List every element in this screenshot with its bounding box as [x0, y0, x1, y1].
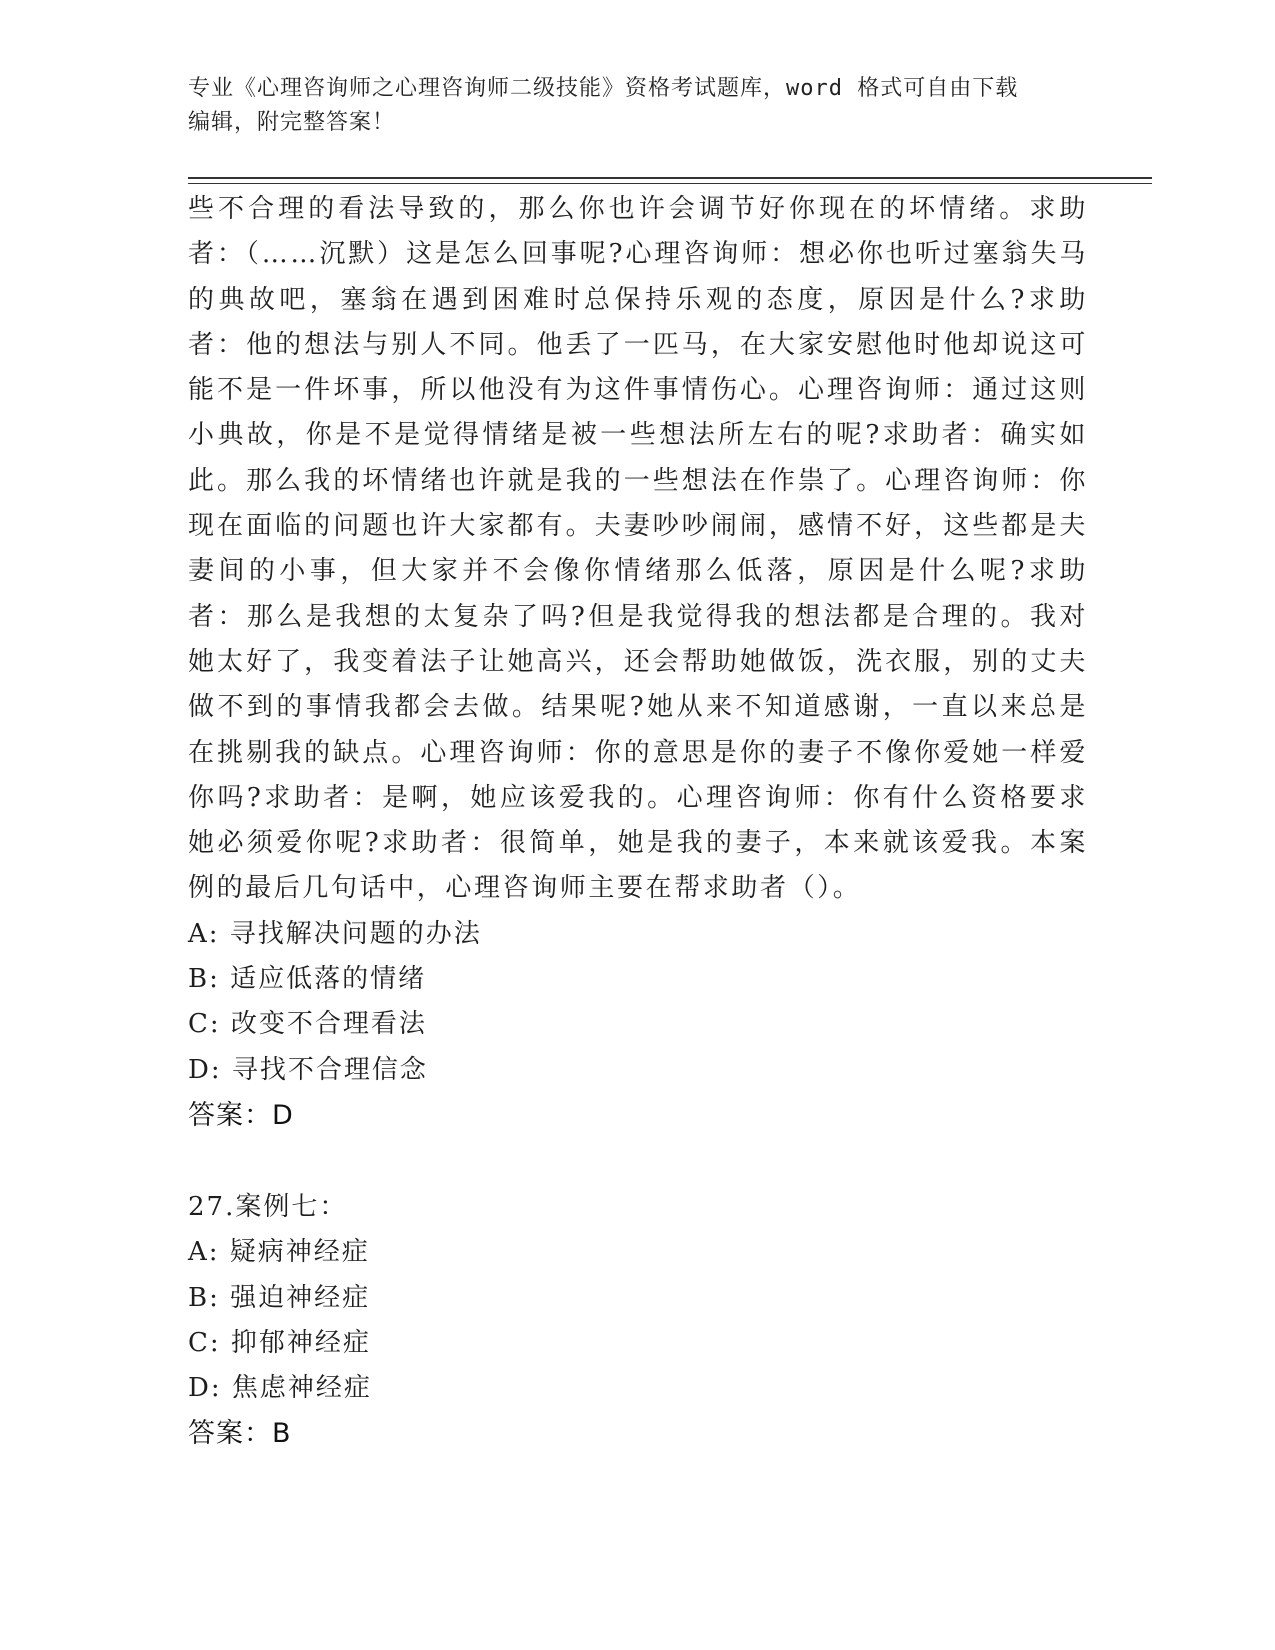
option-a: A: 疑病神经症 [188, 1237, 370, 1268]
header-line-1: 专业《心理咨询师之心理咨询师二级技能》资格考试题库，word 格式可自由下载 [188, 76, 1019, 101]
document-header [188, 72, 1088, 140]
header-rule-thin [188, 183, 1152, 184]
option-d: D: 焦虑神经症 [188, 1373, 372, 1404]
document-body [188, 187, 1088, 1457]
option-c: C: 抑郁神经症 [188, 1327, 371, 1358]
question-stem: 些不合理的看法导致的，那么你也许会调节好你现在的坏情绪。求助者：（……沉默）这是怎么回事呢?心理咨询师：想必你也听过塞翁失马的典故吧，塞翁在遇到困难时总保持乐观的态度，原因是什么?求助者：他的想法与别人不同。他丢了一匹马，在大家安慰他时他却说这可能不是一件坏事，所以他没有为这件事情伤心。心理咨询师：通过这则小典故，你是不是觉得情绪是被一些想法所左右的呢?求助者：确实如此。那么我的坏情绪也许就是我的一些想法在作祟了。心理咨询师：你现在面临的问题也许大家都有。夫妻吵吵闹闹，感情不好，这些都是夫妻间的小事，但大家并不会像你情绪那么低落，原因是什么呢?求助者：那么是我想的太复杂了吗?但是我觉得我的想法都是合理的。我对她太好了，我变着法子让她高兴，还会帮助她做饭，洗衣服，别的丈夫做不到的事情我都会去做。结果呢?她从来不知道感谢，一直以来总是在挑剔我的缺点。心理咨询师：你的意思是你的妻子不像你爱她一样爱你吗?求助者：是啊，她应该爱我的。心理咨询师：你有什么资格要求她必须爱你呢?求助者：很简单，她是我的妻子，本来就该爱我。本案例的最后几句话中，心理咨询师主要在帮求助者（）。 [188, 194, 1088, 904]
option-d: D: 寻找不合理信念 [188, 1054, 428, 1085]
header-line-2: 编辑，附完整答案！ [188, 110, 396, 135]
question-block-27 [188, 1185, 1088, 1457]
answer-line: 答案：B [188, 1418, 292, 1450]
header-rule-thick [188, 177, 1152, 179]
option-b: B: 强迫神经症 [188, 1282, 371, 1313]
option-b: B: 适应低落的情绪 [188, 964, 427, 995]
answer-line: 答案：D [188, 1099, 294, 1131]
option-a: A: 寻找解决问题的办法 [188, 918, 482, 949]
spacer [188, 1139, 1088, 1185]
question-title: 27.案例七： [188, 1191, 348, 1222]
question-block-26 [188, 187, 1088, 1139]
option-c: C: 改变不合理看法 [188, 1009, 427, 1040]
